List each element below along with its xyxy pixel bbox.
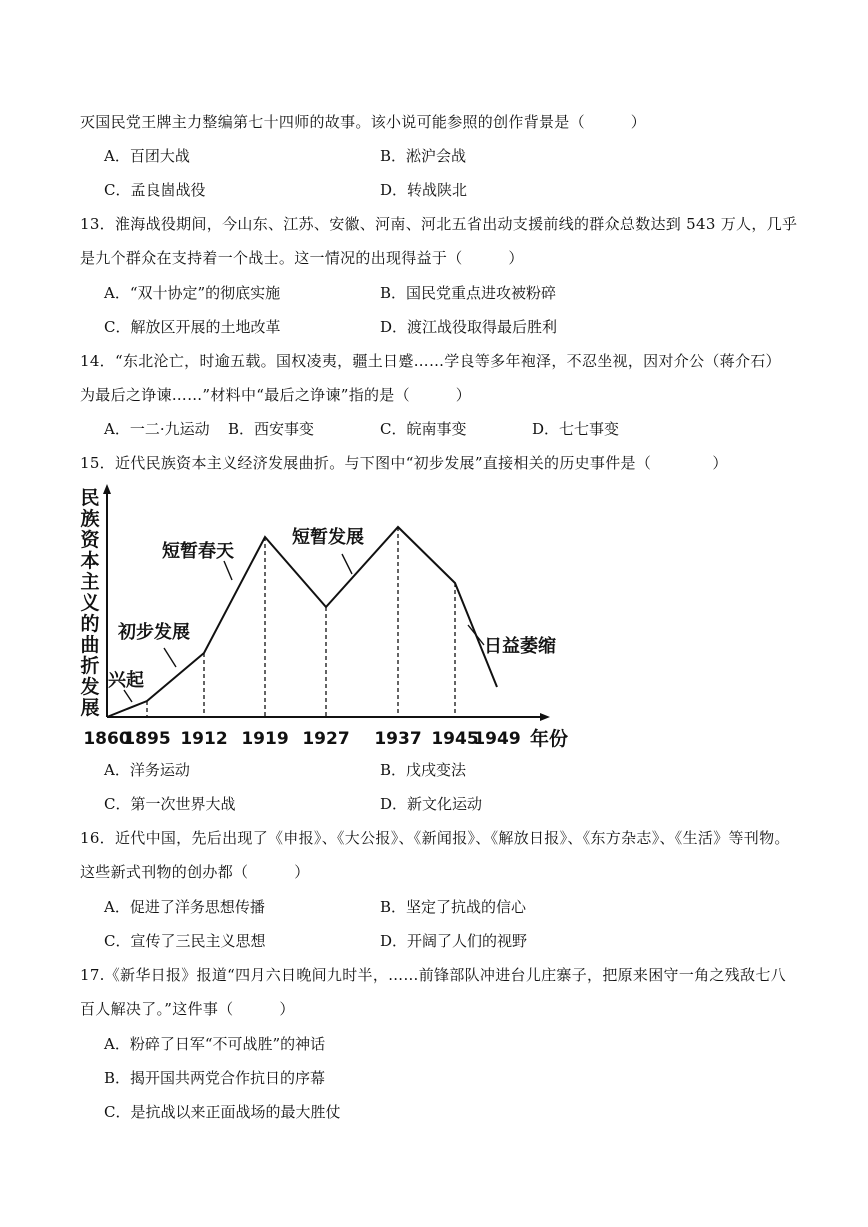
y-axis-arrow [103, 484, 111, 494]
y-axis-label-char: 民 [80, 487, 100, 509]
phase-label: 短暂发展 [292, 527, 364, 548]
y-axis-label-char: 资 [80, 529, 100, 551]
q15-stem: 15．近代民族资本主义经济发展曲折。与下图中“初步发展”直接相关的历史事件是（ ） [80, 454, 728, 472]
q14-option-d[interactable]: D．七七事变 [532, 420, 620, 438]
q12-stem: 灭国民党王牌主力整编第七十四师的故事。该小说可能参照的创作背景是（ ） [80, 113, 647, 131]
q15-option-a[interactable]: A．洋务运动 [104, 761, 190, 779]
q14-stem-line1: 14．“东北沦亡，时逾五载。国权凌夷，疆土日蹙……学良等多年袍泽，不忍坐视，因对介公（蒋介石） [80, 352, 781, 370]
y-axis-label-char: 族 [80, 508, 100, 530]
y-axis-label-char: 的 [80, 613, 100, 635]
capitalism-development-chart [74, 480, 574, 755]
q12-option-a[interactable]: A．百团大战 [104, 147, 190, 165]
x-axis-label: 年份 [530, 728, 569, 750]
x-axis-arrow [540, 713, 550, 721]
q16-option-b[interactable]: B．坚定了抗战的信心 [380, 898, 527, 916]
q14-stem-line2: 为最后之诤谏……”材料中“最后之诤谏”指的是（ ） [80, 386, 472, 404]
y-axis-label-char: 本 [80, 550, 100, 572]
y-axis-label [80, 487, 100, 719]
q13-option-b[interactable]: B．国民党重点进攻被粉碎 [380, 284, 557, 302]
phase-label: 兴起 [108, 670, 144, 691]
q15-option-c[interactable]: C．第一次世界大战 [104, 795, 236, 813]
x-tick-label: 1895 [123, 729, 171, 749]
phase-pointer [164, 648, 176, 667]
y-axis-label-char: 主 [80, 571, 100, 593]
q12-option-d[interactable]: D．转战陕北 [380, 181, 468, 199]
q15-option-b[interactable]: B．戊戌变法 [380, 761, 467, 779]
q16-stem-line1: 16．近代中国，先后出现了《申报》、《大公报》、《新闻报》、《解放日报》、《东方杂志》、《生活》等刊物。 [80, 829, 790, 847]
x-tick-label: 1860 [83, 729, 131, 749]
phase-label: 短暂春天 [162, 541, 234, 562]
q13-option-d[interactable]: D．渡江战役取得最后胜利 [380, 318, 558, 336]
phase-pointer [224, 561, 232, 580]
x-tick-label: 1945 [431, 729, 479, 749]
q17-option-a[interactable]: A．粉碎了日军“不可战胜”的神话 [104, 1035, 326, 1053]
q13-option-c[interactable]: C．解放区开展的土地改革 [104, 318, 281, 336]
q16-stem-line2: 这些新式刊物的创办都（ ） [80, 863, 310, 881]
x-tick-label: 1919 [241, 729, 289, 749]
x-tick-label: 1912 [180, 729, 228, 749]
q15-option-d[interactable]: D．新文化运动 [380, 795, 483, 813]
x-tick-label: 1949 [473, 729, 521, 749]
phase-pointer [468, 625, 484, 645]
q14-option-c[interactable]: C．皖南事变 [380, 420, 467, 438]
q13-stem-line1: 13．淮海战役期间，今山东、江苏、安徽、河南、河北五省出动支援前线的群众总数达到 543 万人，几乎 [80, 215, 798, 233]
phase-pointer [342, 554, 352, 574]
q13-option-a[interactable]: A．“双十协定”的彻底实施 [104, 284, 281, 302]
q17-stem-line1: 17.《新华日报》报道“四月六日晚间九时半，……前锋部队冲进台儿庄寨子，把原来困守一角之残敌七八 [80, 966, 786, 984]
phase-label: 初步发展 [118, 622, 190, 643]
phase-label: 日益萎缩 [484, 636, 556, 657]
phase-pointer [124, 690, 132, 702]
q17-option-b[interactable]: B．揭开国共两党合作抗日的序幕 [104, 1069, 326, 1087]
q16-option-d[interactable]: D．开阔了人们的视野 [380, 932, 528, 950]
q14-option-b[interactable]: B．西安事变 [228, 420, 315, 438]
q13-stem-line2: 是九个群众在支持着一个战士。这一情况的出现得益于（ ） [80, 249, 524, 267]
y-axis-label-char: 展 [80, 697, 100, 719]
x-tick-label: 1937 [374, 729, 422, 749]
q16-option-c[interactable]: C．宣传了三民主义思想 [104, 932, 266, 950]
q12-option-b[interactable]: B．淞沪会战 [380, 147, 467, 165]
y-axis-label-char: 折 [80, 655, 100, 677]
x-tick-label: 1927 [302, 729, 350, 749]
y-axis-label-char: 义 [80, 592, 100, 614]
q14-option-a[interactable]: A．一二·九运动 [104, 420, 210, 438]
q16-option-a[interactable]: A．促进了洋务思想传播 [104, 898, 265, 916]
q12-option-c[interactable]: C．孟良崮战役 [104, 181, 206, 199]
y-axis-label-char: 发 [80, 676, 100, 698]
q17-option-c[interactable]: C．是抗战以来正面战场的最大胜仗 [104, 1103, 341, 1121]
q17-stem-line2: 百人解决了。”这件事（ ） [80, 1000, 295, 1018]
y-axis-label-char: 曲 [80, 634, 100, 656]
